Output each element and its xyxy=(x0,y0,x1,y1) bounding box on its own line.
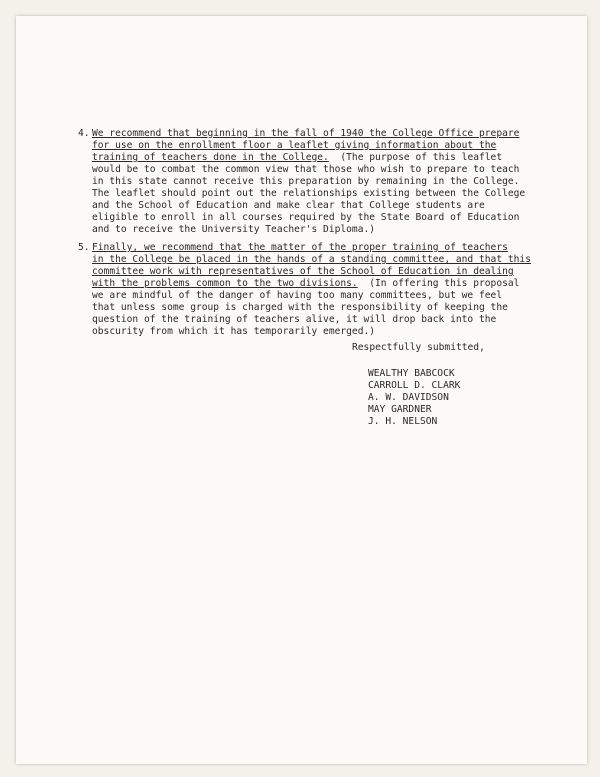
plain-text: that unless some group is charged with the responsibility of keeping the xyxy=(92,302,508,313)
text-line xyxy=(92,140,548,152)
plain-text: obscurity from which it has temporarily emerged.) xyxy=(92,326,376,337)
underlined-text: Finally, we recommend that the matter of the proper training of teachers xyxy=(92,242,508,253)
item-text xyxy=(92,128,548,236)
document-body xyxy=(16,16,587,764)
item-text xyxy=(92,242,548,338)
text-line xyxy=(92,278,548,290)
signatory-name: J. H. NELSON xyxy=(368,416,438,427)
text-line xyxy=(92,266,548,278)
text-line xyxy=(92,128,548,140)
text-line xyxy=(92,212,548,224)
plain-text: and to receive the University Teacher's Diploma.) xyxy=(92,224,376,235)
text-line xyxy=(92,326,548,338)
item-number: 4. xyxy=(78,128,90,139)
text-line xyxy=(92,164,548,176)
underlined-text: We recommend that beginning in the fall of 1940 the College Office prepare xyxy=(92,128,520,139)
text-line xyxy=(92,188,548,200)
text-line xyxy=(92,176,548,188)
plain-text: would be to combat the common view that those who wish to prepare to teach xyxy=(92,164,520,175)
text-line xyxy=(92,254,548,266)
plain-text: eligible to enroll in all courses required by the State Board of Education xyxy=(92,212,520,223)
underlined-text: committee work with representatives of the School of Education in dealing xyxy=(92,266,514,277)
underlined-text: in the College be placed in the hands of a standing committee, and that this xyxy=(92,254,531,265)
signatory-name: CARROLL D. CLARK xyxy=(368,380,461,391)
plain-text: and the School of Education and make clear that College students are xyxy=(92,200,485,211)
text-line xyxy=(92,302,548,314)
closing-line: Respectfully submitted, xyxy=(352,342,485,353)
text-line xyxy=(92,224,548,236)
plain-text: in this state cannot receive this preparation by remaining in the College. xyxy=(92,176,520,187)
text-line xyxy=(92,314,548,326)
plain-text: (The purpose of this leaflet xyxy=(328,152,503,163)
text-line xyxy=(92,200,548,212)
plain-text: The leaflet should point out the relationships existing between the College xyxy=(92,188,526,199)
item-number: 5. xyxy=(78,242,90,253)
underlined-text: for use on the enrollment floor a leaflet giving information about the xyxy=(92,140,497,151)
plain-text: (In offering this proposal xyxy=(357,278,520,289)
signatory-name: MAY GARDNER xyxy=(368,404,432,415)
underlined-text: with the problems common to the two divisions. xyxy=(92,278,358,289)
text-line xyxy=(92,242,548,254)
underlined-text: training of teachers done in the College. xyxy=(92,152,329,163)
signatory-name: WEALTHY BABCOCK xyxy=(368,368,455,379)
document-page xyxy=(16,16,587,764)
plain-text: we are mindful of the danger of having too many committees, but we feel xyxy=(92,290,503,301)
signatory-name: A. W. DAVIDSON xyxy=(368,392,449,403)
text-line xyxy=(92,152,548,164)
plain-text: question of the training of teachers alive, it will drop back into the xyxy=(92,314,497,325)
signatory-list xyxy=(368,368,460,428)
text-line xyxy=(92,290,548,302)
